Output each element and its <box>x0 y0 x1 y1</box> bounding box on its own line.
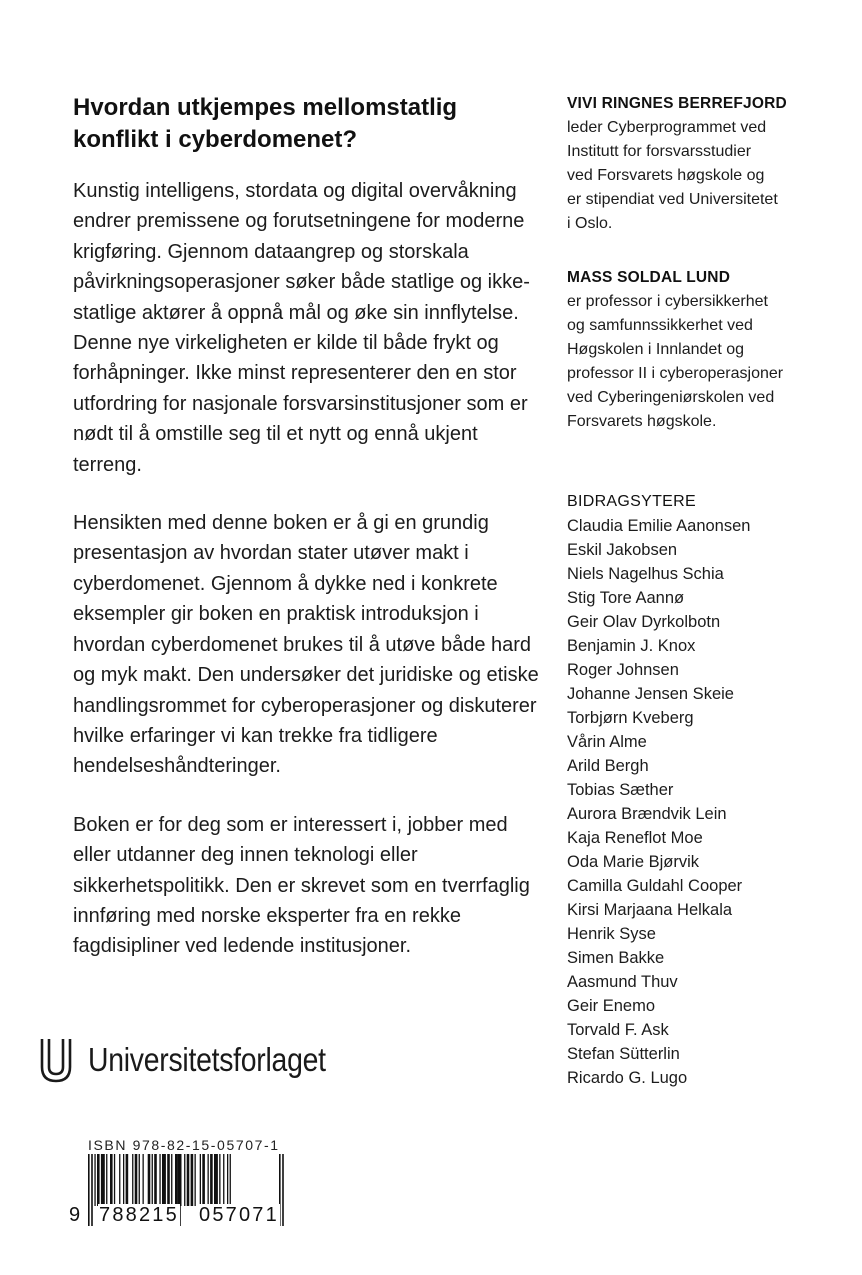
contributor-item: Oda Marie Bjørvik <box>567 853 700 871</box>
publisher-mark-icon <box>40 1037 72 1083</box>
contributors-section <box>567 490 847 1090</box>
contributor-item: Vårin Alme <box>567 733 647 751</box>
publisher-name: Universitetsforlaget <box>88 1041 326 1078</box>
contributor-item: Torvald F. Ask <box>567 1021 669 1039</box>
contributor-item: Stefan Sütterlin <box>567 1045 680 1063</box>
author-name: MASS SOLDAL LUND <box>567 269 731 286</box>
contributor-item: Niels Nagelhus Schia <box>567 565 724 583</box>
contributor-item: Eskil Jakobsen <box>567 541 678 559</box>
barcode-bar <box>162 1154 166 1206</box>
barcode-digits-left: 788215 <box>99 1204 179 1226</box>
contributors-title: BIDRAGSYTERE <box>567 493 696 510</box>
author-bio: er professor i cybersikkerhet og samfunnssikkerhet ved Høgskolen i Innlandet og professor II i cyberoperasjoner ved Cyberingeniørskolen ved Forsvarets høgskole. <box>567 293 784 430</box>
author-block-2 <box>567 266 847 434</box>
contributors-list <box>567 514 847 1090</box>
barcode-bar <box>119 1154 120 1206</box>
barcode-bar <box>97 1154 100 1206</box>
barcode-bar <box>154 1154 157 1206</box>
barcode-bar <box>219 1154 220 1206</box>
barcode-bar <box>101 1154 105 1206</box>
barcode-bar <box>143 1154 144 1206</box>
barcode-guard-bar <box>282 1154 284 1226</box>
paragraph-2: Hensikten med denne boken er å gi en grundig presentasjon av hvordan stater utøver makt i cyberdomenet. Gjennom å dykke ned i konkrete eksempler gir boken en praktisk introduksjon i hvordan cyberdomenet brukes til å utøve både hard og myk makt. Den undersøker det juridiske og etiske handlingsrommet for cyberoperasjoner og diskuterer hvilke erfaringer vi kan trekke fra tidligere hendelseshåndteringer. <box>73 512 539 778</box>
contributor-item: Claudia Emilie Aanonsen <box>567 517 751 535</box>
contributor-item: Aurora Brændvik Lein <box>567 805 727 823</box>
barcode-bar <box>200 1154 201 1206</box>
barcode-bar <box>114 1154 115 1206</box>
barcode-bar <box>191 1154 194 1206</box>
contributor-item: Geir Olav Dyrkolbotn <box>567 613 721 631</box>
contributor-item: Kaja Reneflot Moe <box>567 829 703 847</box>
contributor-item: Ricardo G. Lugo <box>567 1069 688 1087</box>
barcode-bar <box>106 1154 107 1206</box>
barcode-bar <box>167 1154 170 1206</box>
contributor-item: Torbjørn Kveberg <box>567 709 694 727</box>
publisher-logo <box>40 1037 364 1083</box>
barcode-digit-first: 9 <box>69 1204 81 1226</box>
barcode-bar <box>139 1154 140 1206</box>
contributor-item: Johanne Jensen Skeie <box>567 685 734 703</box>
paragraph-1: Kunstig intelligens, stordata og digital overvåkning endrer premissene og forutsetningene for moderne krigføring. Gjennom dataangrep og storskala påvirkningsoperasjoner søker både statlige og ikke-statlige aktører å oppnå mål og øke sin innflytelse. Denne nye virkeligheten er kilde til både frykt og forhåpninger. Ikke minst representerer den en stor utfordring for nasjonale forsvarsinstitusjoner som er nødt til å omstille seg til et nytt og ennå ukjent terreng. <box>73 180 530 476</box>
description <box>73 176 543 962</box>
barcode-bar <box>227 1154 228 1206</box>
barcode-bar <box>123 1154 124 1206</box>
barcode-bar <box>223 1154 224 1206</box>
barcode-bar <box>148 1154 151 1206</box>
isbn-text: ISBN 978-82-15-05707-1 <box>88 1137 280 1153</box>
cover-heading: Hvordan utkjempes mellomstatlig konflikt i cyberdomenet? <box>73 94 458 153</box>
barcode-bar <box>208 1154 209 1206</box>
barcode-bar <box>110 1154 113 1206</box>
contributor-item: Henrik Syse <box>567 925 656 943</box>
contributor-item: Kirsi Marjaana Helkala <box>567 901 733 919</box>
barcode-bar <box>187 1154 190 1206</box>
contributor-item: Aasmund Thuv <box>567 973 678 991</box>
barcode-bar <box>159 1154 160 1206</box>
contributor-item: Stig Tore Aannø <box>567 589 685 607</box>
contributor-item: Arild Bergh <box>567 757 649 775</box>
barcode-bar <box>132 1154 133 1206</box>
author-column <box>567 92 847 1090</box>
contributor-item: Roger Johnsen <box>567 661 679 679</box>
barcode-bar <box>210 1154 213 1206</box>
barcode-bar <box>214 1154 218 1206</box>
contributor-item: Geir Enemo <box>567 997 656 1015</box>
contributor-item: Simen Bakke <box>567 949 665 967</box>
contributor-item: Camilla Guldahl Cooper <box>567 877 743 895</box>
paragraph-3: Boken er for deg som er interessert i, jobber med eller utdanner deg innen teknologi eller sikkerhetspolitikk. Den er skrevet som en tverrfaglig innføring med norske eksperter fra en rekke fagdisipliner ved ledende institusjoner. <box>73 813 530 958</box>
barcode-bar <box>184 1154 185 1206</box>
barcode-bar <box>135 1154 138 1206</box>
barcode-guard-bar <box>88 1154 90 1226</box>
author-name: VIVI RINGNES BERREFJORD <box>567 95 787 112</box>
barcode-digits-right: 057071 <box>199 1204 279 1226</box>
barcode-bar <box>230 1154 231 1206</box>
author-block-1 <box>567 92 847 236</box>
barcode-bar <box>171 1154 172 1206</box>
barcode-bar <box>195 1154 196 1206</box>
barcode-bar <box>94 1154 95 1206</box>
contributor-item: Benjamin J. Knox <box>567 637 696 655</box>
barcode-guard-bar <box>91 1154 93 1226</box>
barcode-bar <box>126 1154 129 1206</box>
barcode-bar <box>152 1154 153 1206</box>
barcode-bar <box>202 1154 205 1206</box>
contributor-item: Tobias Sæther <box>567 781 674 799</box>
author-bio: leder Cyberprogrammet ved Institutt for forsvarsstudier ved Forsvarets høgskole og er stipendiat ved Universitetet i Oslo. <box>567 119 778 232</box>
back-cover-text <box>73 92 543 990</box>
